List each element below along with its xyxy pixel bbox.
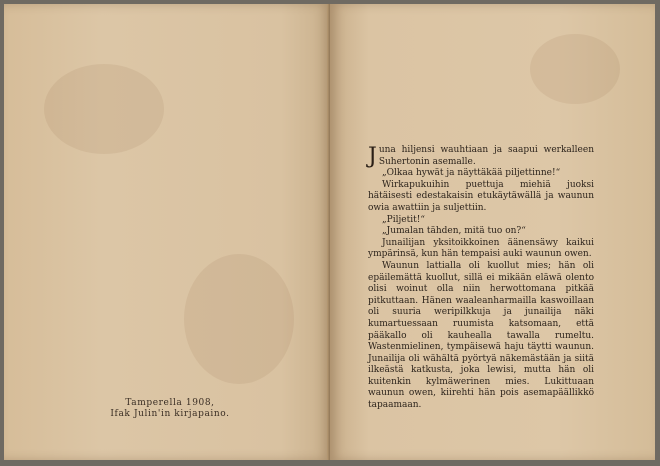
paper-stain <box>44 64 164 154</box>
imprint-line-1: Tamperella 1908, <box>125 398 215 408</box>
paragraph: Wirkapukuihin puettuja miehiä juoksi hätäisesti edestakaisin etukäytäwällä ja waunun owia awattiin ja suljettiin. <box>368 179 594 213</box>
body-text <box>368 145 594 412</box>
left-page <box>4 4 330 460</box>
paragraph: „Olkaa hywät ja näyttäkää piljettinne!“ <box>382 168 561 179</box>
paragraph: „Piljetit!“ <box>382 214 425 225</box>
paragraph: „Jumalan tähden, mitä tuo on?“ <box>382 226 526 237</box>
paragraph: Waunun lattialla oli kuollut mies; hän oli epäilemättä kuollut, sillä ei mikään eläwä olento olisi woinut olla niin herwottomana pitkää pitkuttaan. Hänen waaleanharmailla kaswoillaan oli suuria weripilkkuja ja junailija näki kumartuessaan ruumista katsomaan, että pääkallo oli kauhealla tawalla rumeltu. Wastenmielinen, tympäisewä haju täytti waunun. Junailija oli wähältä pyörtyä näkemästään ja siitä ilkeästä katkusta, joka lewisi, mutta hän oli kuitenkin kylmäwerinen mies. Lukittuaan waunun owen, kiirehti hän pois asemapäällikkö tapaamaan. <box>368 260 594 411</box>
paragraph: Juna hiljensi wauhtiaan ja saapui werkalleen Suhertonin asemalle. <box>368 144 594 169</box>
printer-imprint <box>70 398 270 420</box>
paper-stain <box>184 254 294 384</box>
paper-stain <box>530 34 620 104</box>
imprint-line-2: Ifak Julin'in kirjapaino. <box>110 409 230 419</box>
drop-initial: J <box>368 144 377 169</box>
paragraph: Junailijan yksitoikkoinen äänensäwy kaikui ympärinsä, kun hän tempaisi auki waunun owen. <box>368 237 594 260</box>
